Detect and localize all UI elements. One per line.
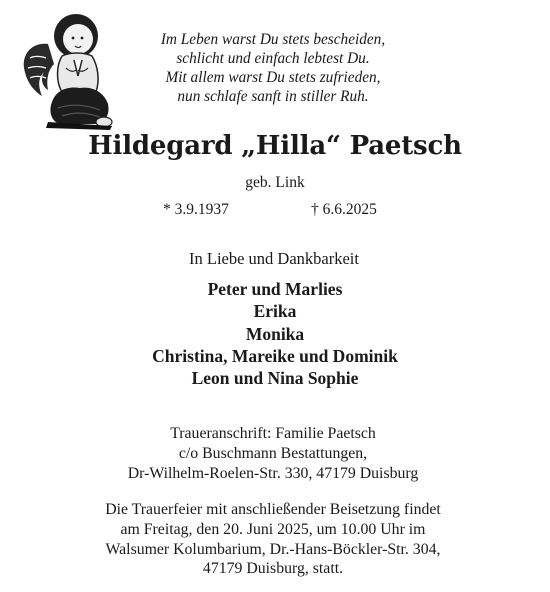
poem xyxy=(118,30,428,106)
poem-line: Im Leben warst Du stets bescheiden, xyxy=(160,31,386,48)
mourner: Christina, Mareike und Dominik xyxy=(152,345,398,366)
ceremony-line: am Freitag, den 20. Juni 2025, um 10.00 Uhr im xyxy=(120,520,426,538)
ceremony-line: 47179 Duisburg, statt. xyxy=(202,560,344,578)
mourner: Erika xyxy=(253,301,297,322)
address-line: c/o Buschmann Bestattungen, xyxy=(178,444,368,462)
address-line: Dr-Wilhelm-Roelen-Str. 330, 47179 Duisburg xyxy=(127,464,419,482)
praying-angel-icon xyxy=(18,6,118,132)
mourner: Leon und Nina Sophie xyxy=(191,368,359,389)
deceased-name: Hildegard „Hilla“ Paetsch xyxy=(88,131,462,161)
mourner: Peter und Marlies xyxy=(207,279,343,299)
address-line: Traueranschrift: Familie Paetsch xyxy=(170,425,376,442)
poem-line: schlicht und einfach lebtest Du. xyxy=(176,50,370,67)
born-name: geb. Link xyxy=(245,174,305,191)
death-date: † 6.6.2025 xyxy=(311,201,377,218)
ceremony-line: Die Trauerfeier mit anschließender Beisetzung findet xyxy=(105,501,441,518)
mourner: Monika xyxy=(245,323,305,344)
ceremony-info xyxy=(0,500,546,579)
intro-text: In Liebe und Dankbarkeit xyxy=(189,249,359,268)
poem-line: Mit allem warst Du stets zufrieden, xyxy=(165,69,381,86)
ceremony-line: Walsumer Kolumbarium, Dr.-Hans-Böckler-Str. 304, xyxy=(105,540,441,558)
birth-date: * 3.9.1937 xyxy=(163,201,229,218)
poem-line: nun schlafe sanft in stiller Ruh. xyxy=(177,88,369,105)
mourners-list xyxy=(0,278,550,389)
mourning-address xyxy=(0,424,546,483)
